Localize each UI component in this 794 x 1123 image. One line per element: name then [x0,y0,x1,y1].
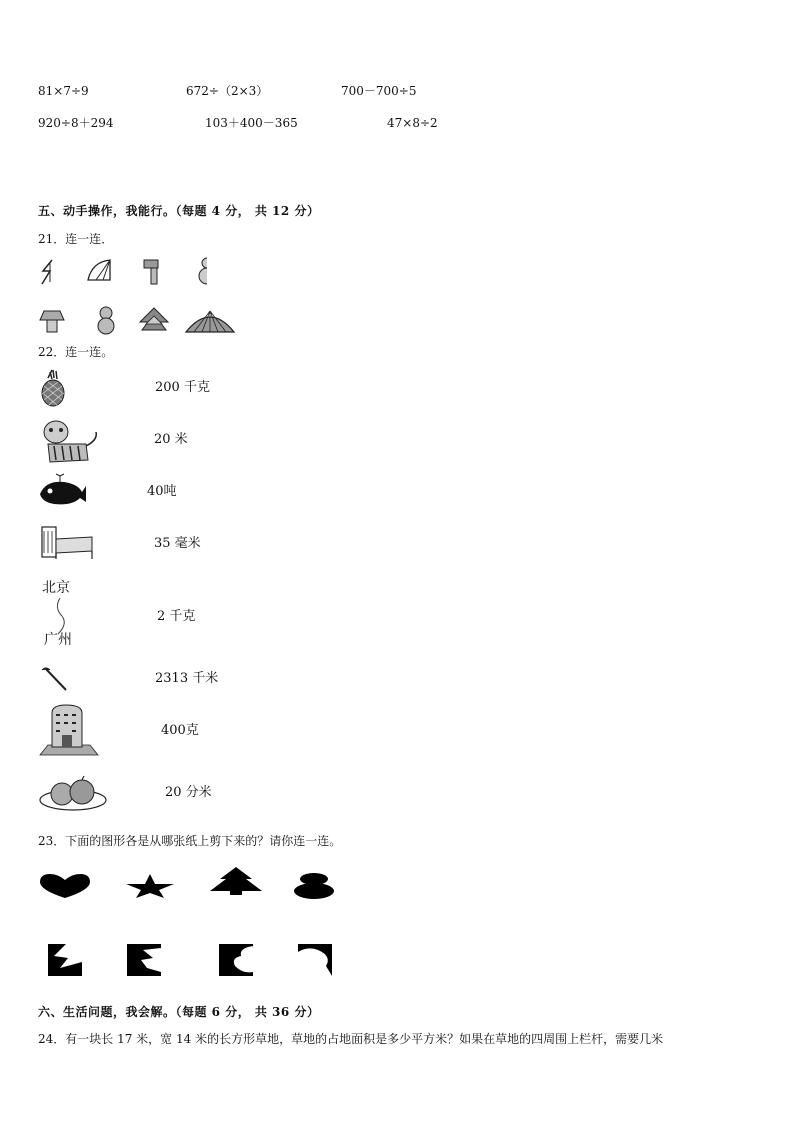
paper-cut-3-icon [217,942,255,978]
answer-label: 2313 千米 [155,671,219,686]
mushroom-icon [38,308,66,334]
question-21: 21．连一连． [38,232,114,246]
hammer-half-icon [142,258,162,286]
star-shape-icon [124,872,176,898]
section-6-header: 六、生活问题，我会解。（每题 6 分， 共 36 分） [38,1005,320,1019]
pineapple-icon [38,368,68,408]
tiger-icon [38,418,102,466]
tree-icon [138,306,170,334]
answer-label: 20 分米 [165,785,212,800]
answer-label: 400克 [161,723,199,738]
heart-shape-icon [38,872,92,900]
calc-item: 700－700÷5 [341,84,417,98]
nail-icon [40,664,70,692]
calc-item: 47×8÷2 [387,116,438,130]
answer-label: 40吨 [147,484,177,499]
gourd-shape-icon [292,872,336,900]
map-label-beijing: 北京 [42,580,70,596]
answer-label: 20 米 [154,432,188,447]
question-22: 22．连一连。 [38,345,114,359]
building-icon [38,703,102,757]
section-5-header: 五、动手操作，我能行。（每题 4 分， 共 12 分） [38,204,320,218]
calc-item: 672÷（2×3） [186,84,269,98]
whale-icon [38,474,88,508]
bed-icon [38,523,96,561]
calc-item: 920÷8＋294 [38,116,114,130]
umbrella-half-icon [86,258,114,284]
apples-plate-icon [38,772,108,812]
answer-label: 2 千克 [157,609,196,624]
map-label-guangzhou: 广州 [44,632,72,648]
calc-item: 103＋400－365 [205,116,298,130]
lightning-half-icon [40,258,60,286]
snowman-icon [94,305,118,335]
answer-label: 35 毫米 [154,536,201,551]
answer-label: 200 千克 [155,380,210,395]
umbrella-icon [184,308,236,334]
question-24: 24．有一块长 17 米，宽 14 米的长方形草地，草地的占地面积是多少平方米？如果在草地的四周围上栏杆，需要几米 [38,1032,664,1046]
paper-cut-1-icon [46,942,84,978]
snowman-half-icon [197,256,211,286]
paper-cut-4-icon [296,942,334,978]
question-23: 23．下面的图形各是从哪张纸上剪下来的？请你连一连。 [38,834,342,848]
paper-cut-2-icon [125,942,163,978]
tree-shape-icon [208,865,264,897]
calc-item: 81×7÷9 [38,84,89,98]
